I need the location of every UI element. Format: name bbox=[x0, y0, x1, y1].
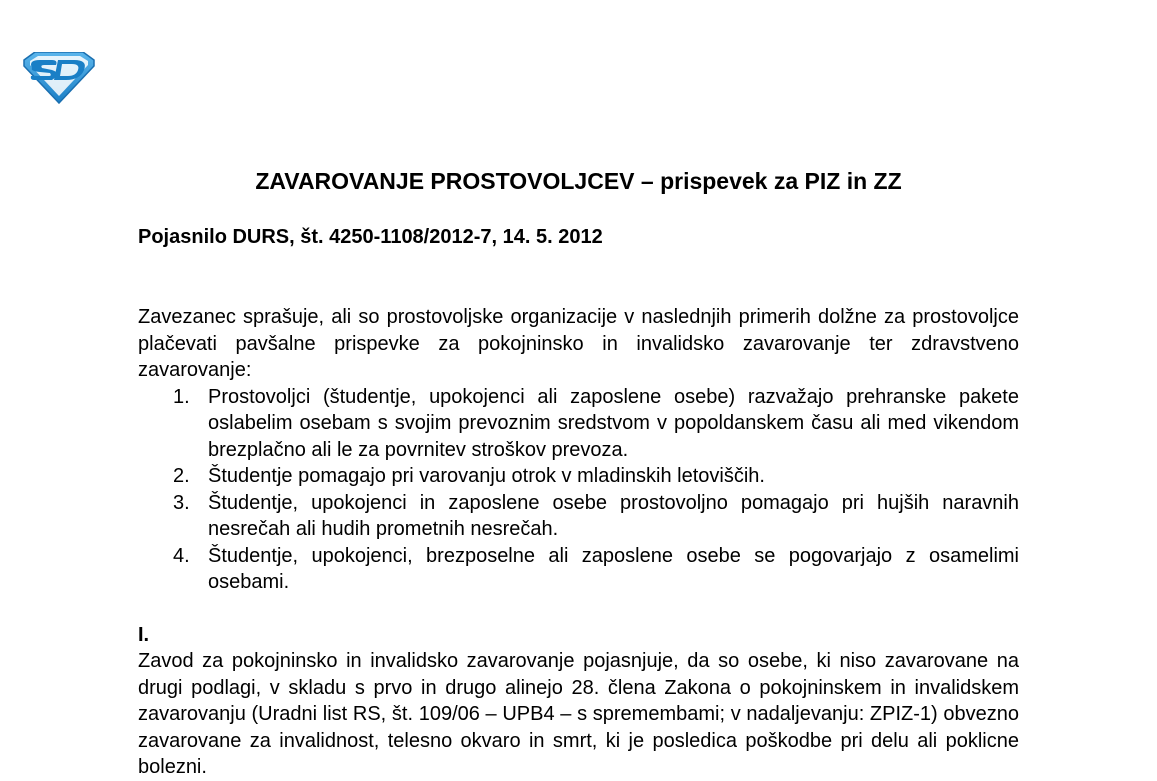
list-item-number: 4. bbox=[173, 544, 190, 567]
list-item bbox=[138, 463, 1019, 490]
list-item-text: Študentje, upokojenci in zaposlene osebe prostovoljno pomagajo pri hujših naravnih nesrečah ali hudih prometnih nesrečah. bbox=[208, 491, 1019, 540]
section-paragraph: Zavod za pokojninsko in invalidsko zavarovanje pojasnjuje, da so osebe, ki niso zavarovane na drugi podlagi, v skladu s prvo in drugo alinejo 28. člena Zakona o pokojninskem in invalidskem zavarovanju (Uradni list RS, št. 109/06 – UPB4 – s spremembami; v nadaljevanju: ZPIZ-1) obvezno zavarovane za invalidnost, telesno okvaro in smrt, ki je posledica poškodbe pri delu ali poklicne bolezni. bbox=[138, 650, 1019, 778]
list-item bbox=[138, 543, 1019, 596]
list-item bbox=[138, 490, 1019, 543]
list-item-text: Študentje, upokojenci, brezposelne ali zaposlene osebe se pogovarjajo z osamelimi osebami. bbox=[208, 544, 1019, 593]
list-item-number: 2. bbox=[173, 465, 190, 487]
intro-paragraph: Zavezanec sprašuje, ali so prostovoljske organizacije v naslednjih primerih dolžne za prostovoljce plačevati pavšalne prispevke za pokojninsko in invalidsko zavarovanje ter zdravstveno zavarovanje: bbox=[138, 306, 1019, 381]
cases-list bbox=[138, 384, 1019, 596]
document-subtitle: Pojasnilo DURS, št. 4250-1108/2012-7, 14. 5. 2012 bbox=[138, 226, 603, 248]
list-item bbox=[138, 384, 1019, 464]
sd-shield-logo-icon bbox=[22, 52, 96, 104]
list-item-number: 1. bbox=[173, 385, 190, 408]
section-heading: I. bbox=[138, 623, 150, 646]
list-item-text: Prostovoljci (študentje, upokojenci ali zaposlene osebe) razvažajo prehranske pakete oslabelim osebam s svojim prevoznim sredstvom v popoldanskem času ali med vikendom brezplačno ali le za povrnitev stroškov prevoza. bbox=[208, 385, 1019, 461]
document-title: ZAVAROVANJE PROSTOVOLJCEV – prispevek za PIZ in ZZ bbox=[255, 168, 902, 194]
list-item-number: 3. bbox=[173, 491, 190, 514]
list-item-text: Študentje pomagajo pri varovanju otrok v mladinskih letoviščih. bbox=[208, 465, 765, 487]
document-body bbox=[138, 304, 1019, 781]
